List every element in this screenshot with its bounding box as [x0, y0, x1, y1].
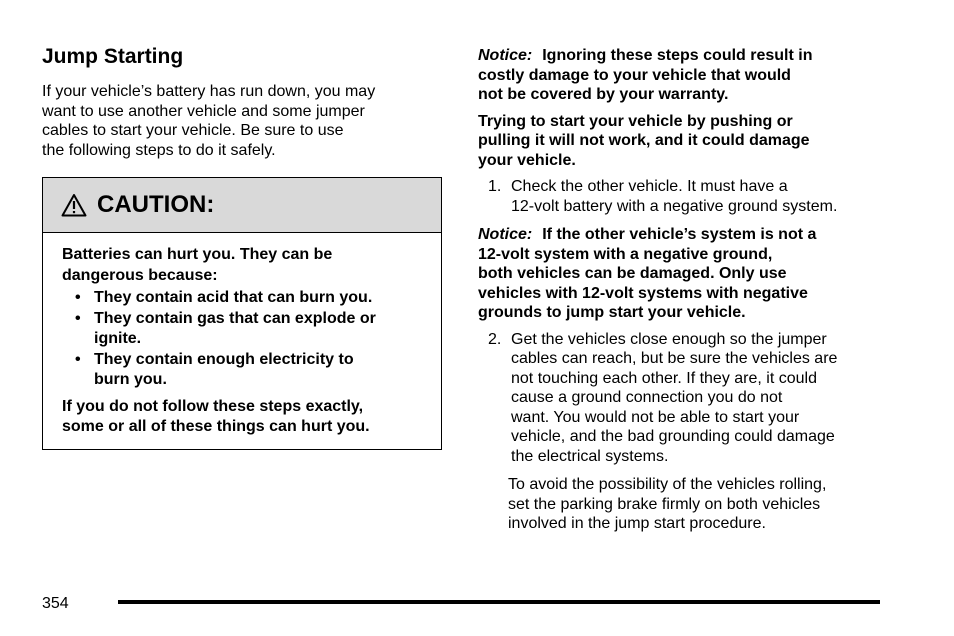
caution-body: [43, 233, 441, 438]
push-start-warning: [478, 112, 898, 171]
caution-bullet: [62, 350, 423, 391]
caution-closing-line: some or all of these things can hurt you.: [62, 418, 370, 435]
section-heading: Jump Starting: [42, 45, 184, 68]
step-line: the electrical systems.: [511, 447, 669, 465]
bullet-line: ignite.: [94, 330, 142, 347]
step-line: cause a ground connection you do not: [511, 389, 783, 406]
notice-line: Notice: If the other vehicle’s system is not a: [478, 226, 817, 243]
bullet-dot-icon: •: [75, 289, 81, 306]
bullet-line: They contain gas that can explode or: [94, 309, 376, 327]
bullet-dot-icon: •: [75, 350, 81, 368]
right-column: [478, 46, 898, 534]
step-line: 12-volt battery with a negative ground system.: [511, 197, 838, 215]
step-line: Get the vehicles close enough so the jumper: [511, 330, 827, 348]
notice-12-volt: [478, 225, 898, 323]
caution-lead-line: dangerous because:: [62, 266, 218, 284]
notice-label: Notice:: [478, 226, 533, 243]
intro-line: cables to start your vehicle. Be sure to use: [42, 122, 344, 139]
warning-line: Trying to start your vehicle by pushing or: [478, 112, 793, 130]
warning-line: your vehicle.: [478, 151, 576, 169]
step-line: Check the other vehicle. It must have a: [511, 178, 788, 195]
step-2: [478, 330, 898, 467]
bullet-line: They contain acid that can burn you.: [94, 289, 373, 306]
step-1: [478, 177, 898, 216]
step-line: want. You would not be able to start your: [511, 408, 800, 426]
intro-paragraph: [42, 82, 422, 160]
caution-bullet: [62, 288, 423, 309]
caution-lead-line: Batteries can hurt you. They can be: [62, 246, 333, 263]
page-number: 354: [42, 595, 69, 612]
intro-line: want to use another vehicle and some jumper: [42, 102, 365, 120]
notice-line: vehicles with 12-volt systems with negative: [478, 284, 808, 302]
caution-box: [42, 177, 442, 450]
caution-bullet: [62, 309, 423, 350]
notice-line: not be covered by your warranty.: [478, 86, 729, 103]
step-number: 1.: [488, 178, 502, 195]
notice-line: Notice: Ignoring these steps could result in: [478, 47, 813, 64]
warning-line: pulling it will not work, and it could damage: [478, 132, 810, 149]
step-line: vehicle, and the bad grounding could damage: [511, 428, 835, 445]
intro-line: If your vehicle’s battery has run down, you may: [42, 83, 376, 100]
caution-closing-line: If you do not follow these steps exactly,: [62, 397, 364, 415]
bullet-dot-icon: •: [75, 309, 81, 327]
notice-line: 12-volt system with a negative ground,: [478, 245, 773, 263]
notice-line: grounds to jump start your vehicle.: [478, 304, 746, 321]
caution-header: [43, 178, 441, 233]
bullet-line: burn you.: [94, 371, 167, 388]
intro-line: the following steps to do it safely.: [42, 141, 276, 159]
left-column: [42, 44, 444, 160]
step-line: cables can reach, but be sure the vehicles are: [511, 350, 838, 367]
caution-bullet-list: [62, 288, 423, 391]
paragraph-line: involved in the jump start procedure.: [508, 515, 766, 532]
step-line: not touching each other. If they are, it could: [511, 369, 817, 387]
parking-brake-paragraph: [478, 475, 898, 534]
notice-label: Notice:: [478, 47, 533, 64]
step-number: 2.: [488, 330, 502, 348]
paragraph-line: To avoid the possibility of the vehicles rolling,: [508, 476, 827, 493]
caution-title: CAUTION:: [97, 191, 215, 218]
notice-ignoring-steps: [478, 46, 898, 105]
bullet-line: They contain enough electricity to: [94, 350, 354, 368]
paragraph-line: set the parking brake firmly on both vehicles: [508, 495, 821, 513]
footer-rule: [118, 600, 880, 604]
warning-triangle-icon: [61, 193, 87, 217]
notice-line: costly damage to your vehicle that would: [478, 66, 791, 84]
notice-line: both vehicles can be damaged. Only use: [478, 265, 787, 282]
